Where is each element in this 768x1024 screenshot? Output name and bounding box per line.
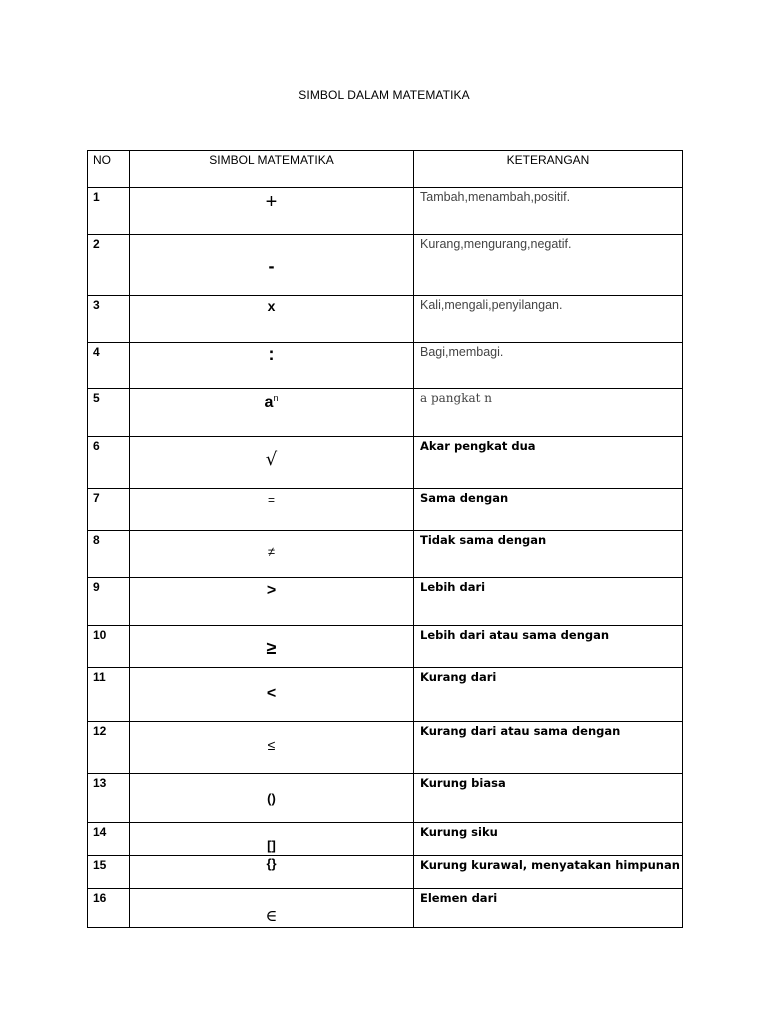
table-row <box>88 296 683 343</box>
header-description: KETERANGAN <box>414 151 683 188</box>
table-row <box>88 668 683 722</box>
less-equal-symbol: ≤ <box>267 737 276 753</box>
description-cell: Akar pengkat dua <box>414 437 683 489</box>
row-number: 16 <box>88 889 130 928</box>
description-cell: Kali,mengali,penyilangan. <box>414 296 683 343</box>
square-root-symbol: √ <box>265 449 278 470</box>
table-row <box>88 188 683 235</box>
symbol-cell <box>130 668 414 722</box>
table-row <box>88 578 683 626</box>
greater-equal-symbol: ≥ <box>266 638 277 658</box>
row-number: 12 <box>88 722 130 774</box>
row-number: 1 <box>88 188 130 235</box>
table-row <box>88 889 683 928</box>
symbol-cell <box>130 626 414 668</box>
row-number: 8 <box>88 531 130 578</box>
row-number: 11 <box>88 668 130 722</box>
description-cell: Lebih dari atau sama dengan <box>414 626 683 668</box>
table-row <box>88 389 683 437</box>
page-title: SIMBOL DALAM MATEMATIKA <box>298 88 470 102</box>
symbol-cell <box>130 823 414 856</box>
row-number: 7 <box>88 489 130 531</box>
power-symbol: $a^n$ <box>264 393 279 411</box>
row-number: 15 <box>88 856 130 889</box>
not-equal-symbol: ≠ <box>267 544 276 559</box>
equals-symbol: = <box>267 493 275 507</box>
symbol-cell <box>130 296 414 343</box>
description-cell: Sama dengan <box>414 489 683 531</box>
description-cell: Bagi,membagi. <box>414 343 683 389</box>
header-no: NO <box>88 151 130 188</box>
symbol-cell <box>130 578 414 626</box>
divide-symbol: : <box>268 344 275 364</box>
symbol-cell <box>130 343 414 389</box>
row-number: 3 <box>88 296 130 343</box>
description-cell: Elemen dari <box>414 889 683 928</box>
minus-symbol: - <box>268 256 275 276</box>
row-number: 2 <box>88 235 130 296</box>
parentheses-symbol: () <box>267 791 276 806</box>
symbol-cell <box>130 489 414 531</box>
symbol-cell <box>130 188 414 235</box>
table-row <box>88 626 683 668</box>
row-number: 6 <box>88 437 130 489</box>
symbol-cell <box>130 389 414 437</box>
row-number: 9 <box>88 578 130 626</box>
description-cell: Kurang dari atau sama dengan <box>414 722 683 774</box>
less-than-symbol: < <box>266 685 277 702</box>
description-cell: Lebih dari <box>414 578 683 626</box>
symbol-cell <box>130 774 414 823</box>
header-symbol: SIMBOL MATEMATIKA <box>130 151 414 188</box>
square-brackets-symbol: [] <box>267 838 276 853</box>
row-number: 10 <box>88 626 130 668</box>
description-cell: a pangkat n <box>414 389 683 437</box>
greater-than-symbol: > <box>266 582 277 599</box>
table-row <box>88 235 683 296</box>
description-cell: Kurung biasa <box>414 774 683 823</box>
table-row <box>88 722 683 774</box>
multiply-symbol: x <box>267 298 276 314</box>
symbol-cell <box>130 722 414 774</box>
row-number: 4 <box>88 343 130 389</box>
symbol-cell <box>130 437 414 489</box>
description-cell: Tambah,menambah,positif. <box>414 188 683 235</box>
table-row <box>88 437 683 489</box>
table-row <box>88 343 683 389</box>
row-number: 5 <box>88 389 130 437</box>
description-cell: Kurang dari <box>414 668 683 722</box>
description-cell: Kurung siku <box>414 823 683 856</box>
symbol-cell <box>130 856 414 889</box>
row-number: 13 <box>88 774 130 823</box>
curly-braces-symbol: {} <box>266 856 277 871</box>
symbol-cell <box>130 889 414 928</box>
row-number: 14 <box>88 823 130 856</box>
symbol-cell <box>130 531 414 578</box>
symbol-table <box>87 150 683 928</box>
table-row <box>88 856 683 889</box>
table-row <box>88 823 683 856</box>
description-cell: Kurung kurawal, menyatakan himpunan <box>414 856 683 889</box>
description-cell: Tidak sama dengan <box>414 531 683 578</box>
plus-symbol: + <box>265 191 278 213</box>
table-header-row <box>88 151 683 188</box>
symbol-cell <box>130 235 414 296</box>
description-cell: Kurang,mengurang,negatif. <box>414 235 683 296</box>
table-row <box>88 531 683 578</box>
table-row <box>88 489 683 531</box>
table-row <box>88 774 683 823</box>
element-of-symbol: ∈ <box>265 906 278 925</box>
